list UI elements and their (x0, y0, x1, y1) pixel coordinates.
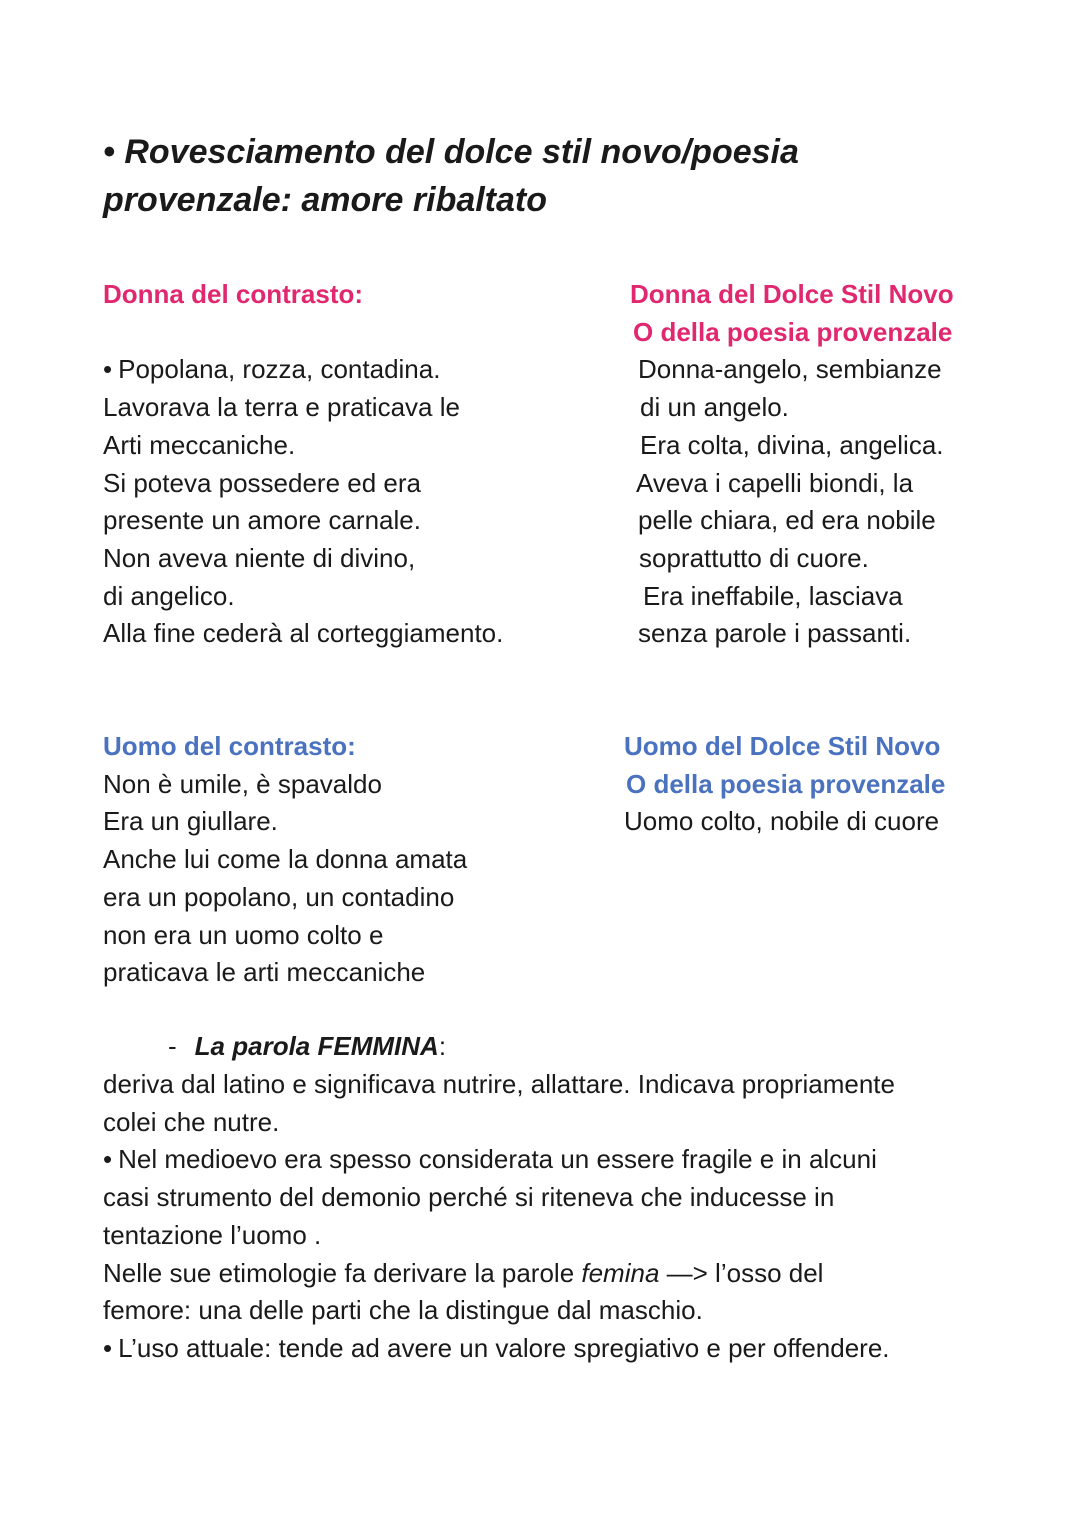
femmina-line: deriva dal latino e significava nutrire, allattare. Indicava propriamente (103, 1069, 895, 1099)
title-line-1: Rovesciamento del dolce stil novo/poesia (124, 133, 799, 171)
femmina-line: tentazione l’uomo . (103, 1219, 322, 1250)
donna-contrasto-line: Non aveva niente di divino, (103, 542, 416, 573)
donna-contrasto-line: Alla fine cederà al corteggiamento. (103, 618, 504, 649)
donna-stilnovo-heading-2: O della poesia provenzale (633, 316, 953, 347)
uomo-contrasto-line: Non è umile, è spavaldo (103, 768, 382, 799)
line-text: —> l’osso del (659, 1257, 824, 1288)
donna-stilnovo-heading-1: Donna del Dolce Stil Novo (630, 279, 954, 309)
uomo-contrasto-block (103, 728, 583, 992)
donna-stilnovo-line: Era ineffabile, lasciava (643, 580, 903, 611)
line-text: Popolana, rozza, contadina. (118, 354, 441, 385)
donna-stilnovo-line: pelle chiara, ed era nobile (638, 505, 936, 536)
bullet: • (103, 354, 113, 385)
femmina-line: casi strumento del demonio perché si riteneva che inducesse in (103, 1182, 835, 1213)
uomo-contrasto-line: praticava le arti meccaniche (103, 957, 426, 988)
donna-contrasto-line (103, 351, 583, 389)
femmina-label: La parola FEMMINA (194, 1031, 439, 1061)
femmina-line (103, 1141, 1003, 1179)
femmina-line: colei che nutre. (103, 1106, 280, 1137)
uomo-contrasto-line: era un popolano, un contadino (103, 881, 455, 912)
uomo-contrasto-line: Anche lui come la donna amata (103, 844, 468, 875)
title-line-2: provenzale: amore ribaltato (103, 181, 548, 219)
femmina-colon: : (438, 1031, 447, 1061)
femmina-line (103, 1330, 1003, 1368)
donna-contrasto-line: presente un amore carnale. (103, 505, 421, 536)
femmina-line (103, 1255, 1003, 1293)
uomo-contrasto-line: Era un giullare. (103, 806, 278, 837)
femmina-heading (168, 1028, 446, 1066)
femmina-line: femore: una delle parti che la distingue dal maschio. (103, 1295, 703, 1326)
uomo-contrasto-heading: Uomo del contrasto: (103, 731, 356, 761)
title-bullet: • (103, 133, 115, 171)
bullet: • (103, 1332, 113, 1363)
uomo-stilnovo-heading-2: O della poesia provenzale (626, 768, 946, 799)
uomo-stilnovo-line: Uomo colto, nobile di cuore (624, 806, 940, 837)
line-text: L’uso attuale: tende ad avere un valore spregiativo e per offendere. (118, 1332, 890, 1363)
uomo-stilnovo-block (624, 728, 1044, 841)
uomo-contrasto-line: non era un uomo colto e (103, 919, 384, 950)
donna-contrasto-line: Arti meccaniche. (103, 429, 296, 460)
donna-contrasto-line: Lavorava la terra e praticava le (103, 392, 460, 423)
donna-stilnovo-line: soprattutto di cuore. (639, 542, 869, 573)
donna-contrasto-line: di angelico. (103, 580, 235, 611)
uomo-stilnovo-heading-1: Uomo del Dolce Stil Novo (624, 731, 941, 761)
dash-bullet: - (168, 1031, 177, 1061)
donna-contrasto-line: Si poteva possedere ed era (103, 467, 421, 498)
donna-contrasto-block (103, 276, 583, 653)
donna-stilnovo-line: Aveva i capelli biondi, la (636, 467, 914, 498)
femmina-paragraph (103, 1066, 1003, 1368)
bullet: • (103, 1144, 113, 1175)
donna-stilnovo-line: Era colta, divina, angelica. (640, 429, 944, 460)
donna-stilnovo-line: senza parole i passanti. (638, 618, 912, 649)
spacer (103, 314, 583, 352)
donna-stilnovo-line: di un angelo. (640, 392, 789, 423)
donna-contrasto-heading: Donna del contrasto: (103, 279, 364, 309)
femina-word: femina (581, 1257, 660, 1288)
section-title (103, 128, 983, 224)
donna-stilnovo-block (630, 276, 1030, 653)
line-text: Nel medioevo era spesso considerata un essere fragile e in alcuni (118, 1144, 877, 1175)
line-text: Nelle sue etimologie fa derivare la parole (103, 1257, 582, 1288)
donna-stilnovo-line: Donna-angelo, sembianze (638, 354, 942, 385)
